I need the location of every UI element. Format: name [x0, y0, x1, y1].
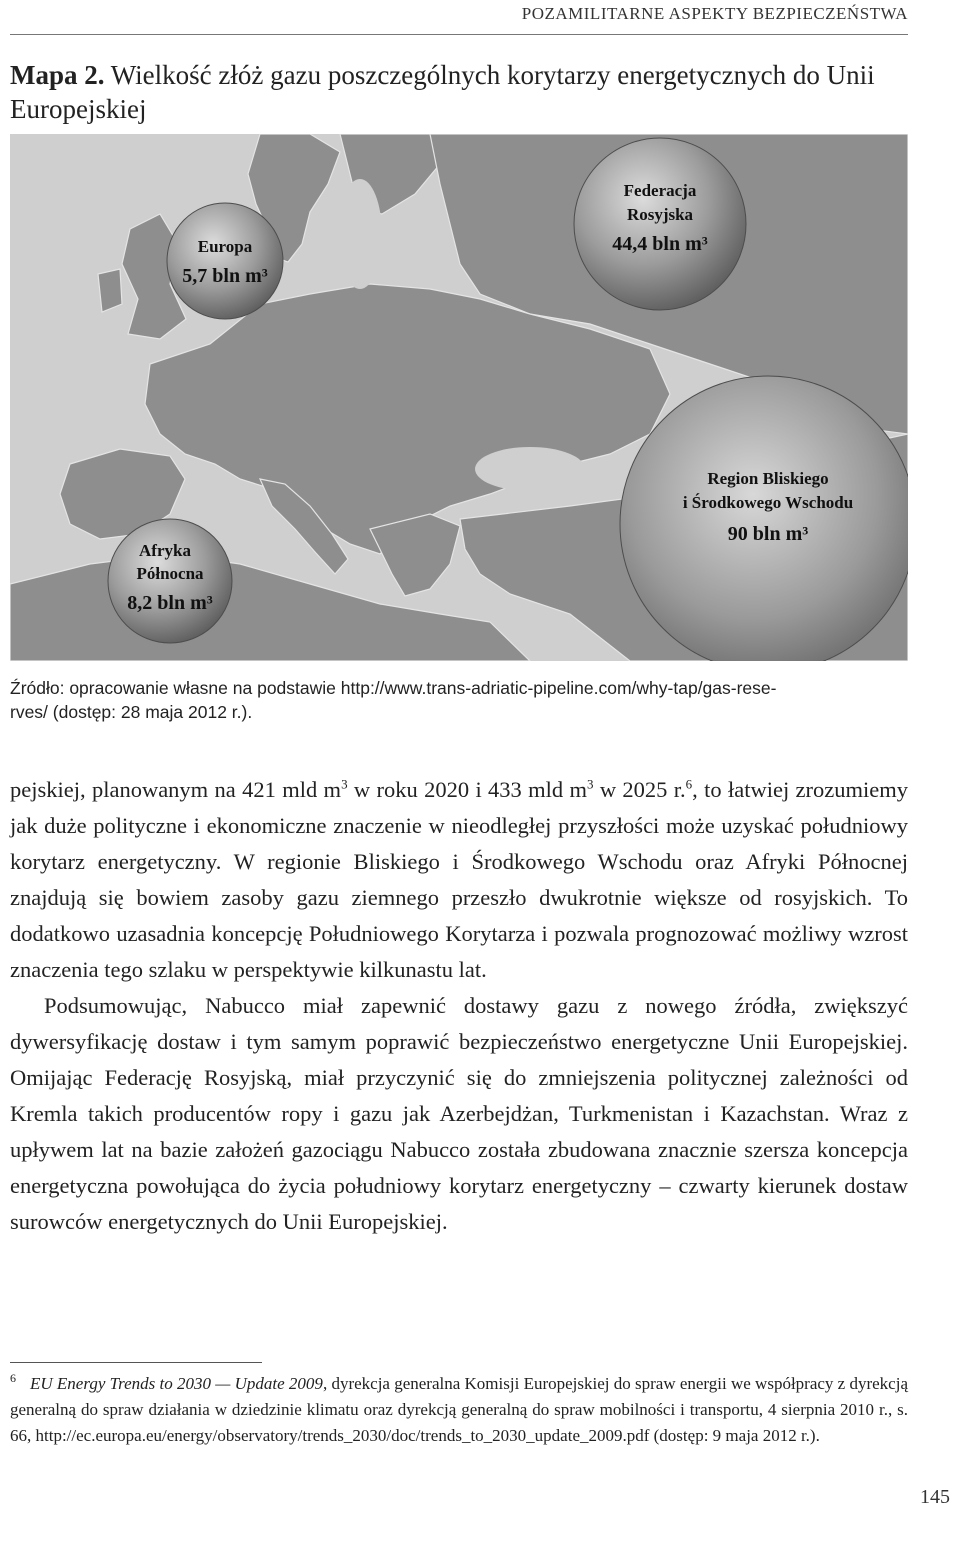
- bubble-north-africa-name-line1: Afryka: [139, 541, 191, 560]
- bubble-middle-east-name-line1: Region Bliskiego: [707, 469, 829, 488]
- source-line-2: rves/ (dostęp: 28 maja 2012 r.).: [10, 702, 253, 722]
- p1-part-a: pejskiej, planowanym na 421 mld m: [10, 777, 342, 802]
- running-head: POZAMILITARNE ASPEKTY BEZPIECZEŃSTWA: [521, 4, 908, 23]
- p1-part-c: w 2025 r.: [593, 777, 686, 802]
- body-text: [10, 772, 908, 1240]
- bubble-north-africa-name-line2: Północna: [136, 564, 204, 583]
- footnote-title: EU Energy Trends to 2030 — Update 2009: [30, 1374, 323, 1393]
- map-label: Mapa 2.: [10, 60, 105, 90]
- bubble-russia-value: 44,4 bln m³: [612, 233, 708, 255]
- bubble-middle-east-value: 90 bln m³: [727, 523, 809, 545]
- map-title: [10, 58, 910, 126]
- p1-part-b: w roku 2020 i 433 mld m: [347, 777, 587, 802]
- bubble-europa: [167, 203, 283, 319]
- bubble-north-africa: [108, 519, 232, 643]
- p1-superscript-1: 3: [341, 776, 348, 792]
- footnote-ref-6[interactable]: 6: [685, 776, 693, 792]
- map-title-text: Wielkość złóż gazu poszczególnych korytarzy energetycznych do Unii Europejskiej: [10, 60, 875, 124]
- p1-part-d: , to łatwiej zrozumiemy jak duże polityczne i ekonomiczne znaczenie w nieodległej przyszłości może uzyskać południowy korytarz energetyczny. W regionie Bliskiego i Środkowego Wschodu oraz Afryki Północnej znajdują się bowiem zasoby gazu ziemnego przeszło dwukrotnie większe od rosyjskich. To dodatkowo uzasadnia koncepcję Południowego Korytarza i pozwala prognozować możliwy wzrost znaczenia tego szlaku w perspektywie kilkunastu lat.: [10, 777, 909, 982]
- footnote-6: [10, 1371, 908, 1449]
- header-rule: [10, 34, 908, 35]
- footnote-rule: [10, 1362, 262, 1363]
- paragraph-1: [10, 772, 908, 988]
- bubble-middle-east-name-line2: i Środkowego Wschodu: [682, 493, 854, 512]
- paragraph-2: Podsumowując, Nabucco miał zapewnić dostawy gazu z nowego źródła, zwiększyć dywersyfikację dostaw i tym samym poprawić bezpieczeństwo energetyczne Unii Europejskiej. Omijając Federację Rosyjską, miał przyczynić się do zmniejszenia politycznej zależności od Kremla takich producentów ropy i gazu jak Azerbejdżan, Turkmenistan i Kazachstan. Wraz z upływem lat na bazie założeń gazociągu Nabucco została zbudowana znacznie szersza koncepcja energetyczna powołująca do życia południowy korytarz energetyczny – czwarty kierunek dostaw surowców energetycznych do Unii Europejskiej.: [10, 993, 908, 1234]
- bubble-russia-name-line1: Federacja: [623, 181, 697, 200]
- source-line-1: Źródło: opracowanie własne na podstawie http://www.trans-adriatic-pipeline.com/why-tap/gas-rese-: [10, 678, 777, 698]
- p1-superscript-2: 3: [586, 776, 594, 792]
- bubble-europa-value: 5,7 bln m³: [182, 265, 268, 287]
- bubble-north-africa-value: 8,2 bln m³: [127, 592, 213, 614]
- bubble-europa-name: Europa: [197, 237, 253, 256]
- footnote-number: 6: [10, 1371, 16, 1386]
- map-source-note: [10, 676, 910, 724]
- bubble-russia-name-line2: Rosyjska: [626, 205, 694, 224]
- bubble-russia: [574, 138, 746, 310]
- page-number: 145: [920, 1486, 950, 1508]
- footnote-text: , dyrekcja generalna Komisji Europejskiej do spraw energii we współpracy z dyrekcją generalną do spraw działania w dziedzinie klimatu oraz dyrekcją generalną do spraw mobilności i transportu, 4 sierpnia 2010 r., s. 66, http://ec.europa.eu/energy/observatory/trends_2030/doc/trends_to_2030_update_2009.pdf (dostęp: 9 maja 2012 r.).: [10, 1374, 908, 1445]
- gas-reserves-map: [10, 134, 908, 661]
